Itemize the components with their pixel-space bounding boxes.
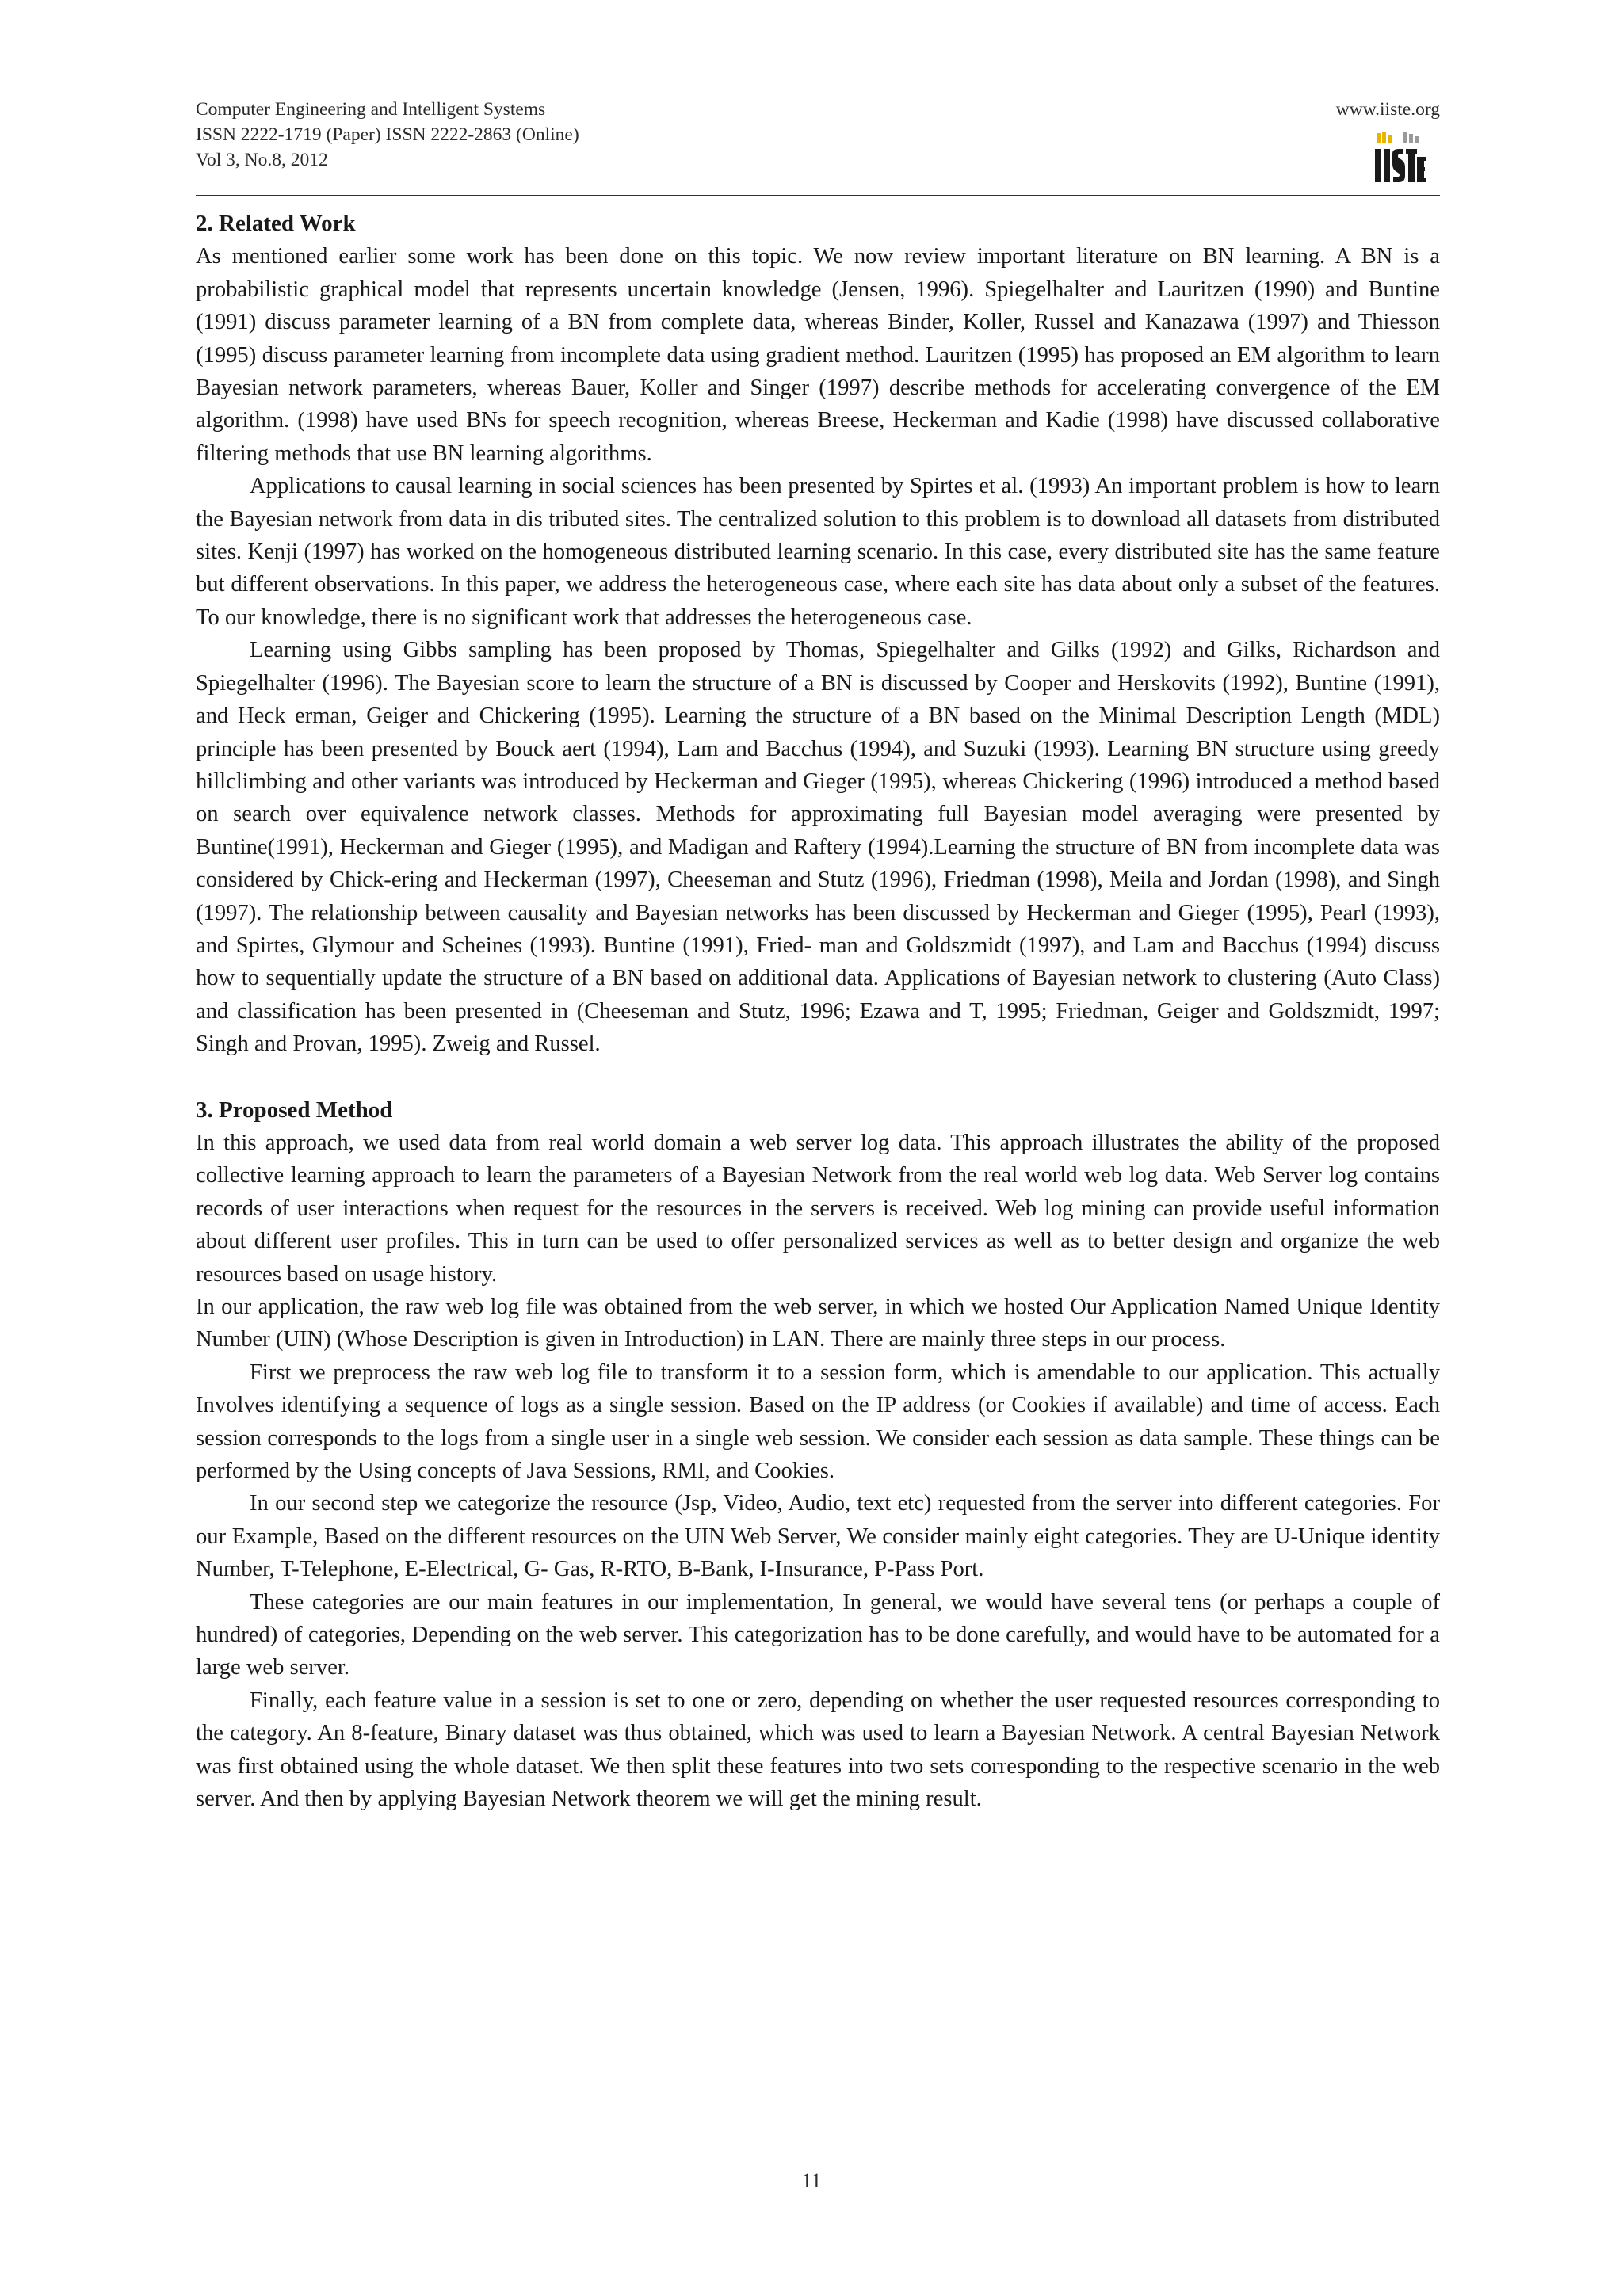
paragraph: Applications to causal learning in social sciences has been presented by Spirtes et al. (1993) An important problem is how to learn the Bayesian network from data in dis tributed sites. The centralized solution to this problem is to download all datasets from distributed sites. Kenji (1997) has worked on the homogeneous distributed learning scenario. In this case, every distributed site has the same feature but different observations. In this paper, we address the heterogeneous case, where each site has data about only a subset of the features. To our knowledge, there is no significant work that addresses the heterogeneous case. bbox=[196, 474, 1440, 630]
section-spacer bbox=[196, 1061, 1440, 1094]
paragraph: In our second step we categorize the resource (Jsp, Video, Audio, text etc) requested from the server into different categories. For our Example, Based on the different resources on the UIN Web Server, We consider mainly eight categories. They are U-Unique identity Number, T-Telephone, E-Electrical, G- Gas, R-RTO, B-Bank, I-Insurance, P-Pass Port. bbox=[196, 1491, 1440, 1582]
paragraph: In our application, the raw web log file was obtained from the web server, in which we hosted Our Application Named Unique Identity Number (UIN) (Whose Description is given in Introduction) in LAN. There are mainly three steps in our process. bbox=[196, 1295, 1440, 1352]
paragraph: As mentioned earlier some work has been done on this topic. We now review important literature on BN learning. A BN is a probabilistic graphical model that represents uncertain knowledge (Jensen, 1996). Spiegelhalter and Lauritzen (1990) and Buntine (1991) discuss parameter learning of a BN from complete data, whereas Binder, Koller, Russel and Kanazawa (1997) and Thiesson (1995) discuss parameter learning from incomplete data using gradient method. Lauritzen (1995) has proposed an EM algorithm to learn Bayesian network parameters, whereas Bauer, Koller and Singer (1997) describe methods for accelerating convergence of the EM algorithm. (1998) have used BNs for speech recognition, whereas Breese, Heckerman and Kadie (1998) have discussed collaborative filtering methods that use BN learning algorithms. bbox=[196, 244, 1440, 466]
journal-volume: Vol 3, No.8, 2012 bbox=[196, 150, 328, 170]
paragraph: Learning using Gibbs sampling has been proposed by Thomas, Spiegelhalter and Gilks (1992) and Gilks, Richardson and Spiegelhalter (1996). The Bayesian score to learn the structure of a BN is discussed by Cooper and Herskovits (1992), Buntine (1991), and Heck erman, Geiger and Chickering (1995). Learning the structure of a BN based on the Minimal Description Length (MDL) principle has been presented by Bouck aert (1994), Lam and Bacchus (1994), and Suzuki (1993). Learning BN structure using greedy hillclimbing and other variants was introduced by Heckerman and Gieger (1995), whereas Chickering (1996) introduced a method based on search over equivalence network classes. Methods for approximating full Bayesian model averaging were presented by Buntine(1991), Heckerman and Gieger (1995), and Madigan and Raftery (1994).Learning the structure of BN from incomplete data was considered by Chick-ering and Heckerman (1997), Cheeseman and Stutz (1996), Friedman (1998), Meila and Jordan (1998), and Singh (1997). The relationship between causality and Bayesian networks has been discussed by Heckerman and Gieger (1995), Pearl (1993), and Spirtes, Glymour and Scheines (1993). Buntine (1991), Fried- man and Goldszmidt (1997), and Lam and Bacchus (1994) discuss how to sequentially update the structure of a BN based on additional data. Applications of Bayesian network to clustering (Auto Class) and classification has been presented in (Cheeseman and Stutz, 1996; Ezawa and T, 1995; Friedman, Geiger and Goldszmidt, 1997; Singh and Provan, 1995). Zweig and Russel. bbox=[196, 638, 1440, 1057]
section-heading-related-work: 2. Related Work bbox=[196, 211, 356, 236]
iiste-logo bbox=[1372, 130, 1426, 190]
header-divider bbox=[196, 195, 1440, 196]
page-number: 11 bbox=[801, 2169, 822, 2192]
website-url: www.iiste.org bbox=[1335, 99, 1440, 120]
page-body bbox=[196, 208, 1440, 1816]
journal-title: Computer Engineering and Intelligent Systems bbox=[196, 99, 546, 120]
section-heading-proposed-method: 3. Proposed Method bbox=[196, 1097, 393, 1123]
paragraph: These categories are our main features in our implementation, In general, we would have several tens (or perhaps a couple of hundred) of categories, Depending on the web server. This categorization has to be done carefully, and would have to be automated for a large web server. bbox=[196, 1589, 1440, 1680]
journal-info bbox=[196, 97, 579, 173]
page-header bbox=[196, 97, 1440, 192]
journal-issn: ISSN 2222-1719 (Paper) ISSN 2222-2863 (Online) bbox=[196, 124, 579, 145]
paragraph: In this approach, we used data from real world domain a web server log data. This approach illustrates the ability of the proposed collective learning approach to learn the parameters of a Bayesian Network from the real world web log data. Web Server log contains records of user interactions when request for the resources in the servers is received. Web log mining can provide useful information about different user profiles. This in turn can be used to offer personalized services as well as to better design and organize the web resources based on usage history. bbox=[196, 1130, 1440, 1287]
paragraph: First we preprocess the raw web log file to transform it to a session form, which is amendable to our application. This actually Involves identifying a sequence of logs as a single session. Based on the IP address (or Cookies if available) and time of access. Each session corresponds to the logs from a single user in a single web session. We consider each session as data sample. These things can be performed by the Using concepts of Java Sessions, RMI, and Cookies. bbox=[196, 1360, 1440, 1484]
paragraph: Finally, each feature value in a session is set to one or zero, depending on whether the user requested resources corresponding to the category. An 8-feature, Binary dataset was thus obtained, which was used to learn a Bayesian Network. A central Bayesian Network was first obtained using the whole dataset. We then split these features into two sets corresponding to the respective scenario in the web server. And then by applying Bayesian Network theorem we will get the mining result. bbox=[196, 1688, 1440, 1812]
